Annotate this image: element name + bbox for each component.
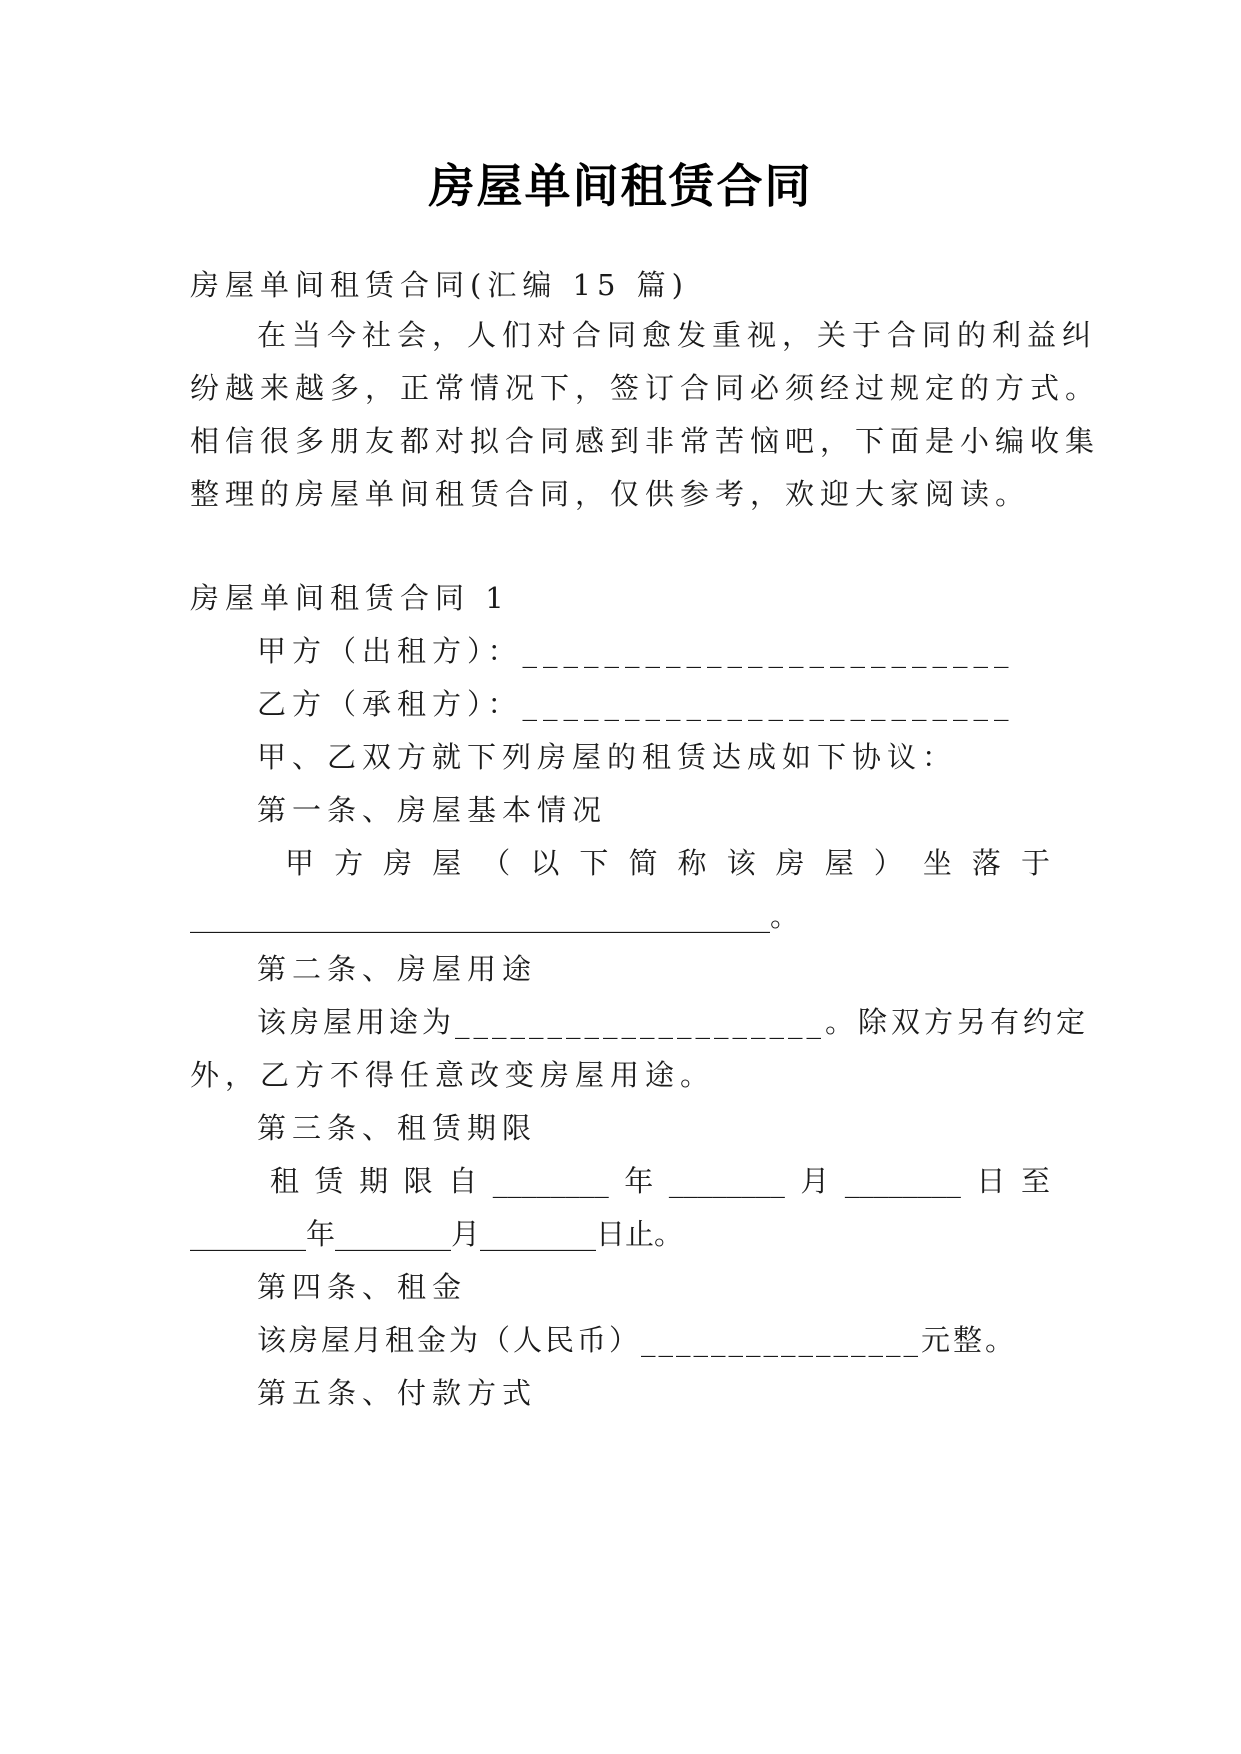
text-token: 月 — [800, 1164, 830, 1198]
article-1-blank: ________________________________________。 — [190, 899, 800, 933]
text-token: 自 — [448, 1164, 478, 1198]
text-token: ） — [873, 846, 903, 880]
intro-line: 相信很多朋友都对拟合同感到非常苦恼吧，下面是小编收集 — [190, 424, 1101, 458]
text-token: 年 — [624, 1164, 654, 1198]
text-token: 坐 — [922, 846, 952, 880]
article-2-text: 该房屋用途为____________________。除双方另有约定 — [257, 1005, 1090, 1039]
article-1-text — [285, 843, 1050, 883]
text-token: 房 — [383, 846, 413, 880]
text-token: 限 — [403, 1164, 433, 1198]
text-token: 下 — [579, 846, 609, 880]
article-4-title: 第四条、租金 — [257, 1270, 468, 1304]
article-3-text: ________年________月________日止。 — [190, 1217, 684, 1251]
text-token: 以 — [530, 846, 560, 880]
text-token: 称 — [677, 846, 707, 880]
text-token: ________ — [668, 1164, 785, 1198]
text-token: 屋 — [432, 846, 462, 880]
text-token: 方 — [334, 846, 364, 880]
text-token: ________ — [492, 1164, 609, 1198]
intro-line: 整理的房屋单间租赁合同，仅供参考，欢迎大家阅读。 — [190, 477, 1031, 511]
article-2-title: 第二条、房屋用途 — [257, 952, 538, 986]
intro-line: 纷越来越多，正常情况下，签订合同必须经过规定的方式。 — [190, 371, 1101, 405]
text-token: ________ — [844, 1164, 961, 1198]
party-a-line: 甲方（出租方）：________________________ — [257, 634, 1015, 668]
collection-subtitle: 房屋单间租赁合同(汇编 15 篇) — [190, 268, 689, 302]
text-token: 租 — [270, 1164, 300, 1198]
text-token: 赁 — [314, 1164, 344, 1198]
text-token: 该 — [726, 846, 756, 880]
text-token: （ — [481, 846, 511, 880]
text-token: 期 — [359, 1164, 389, 1198]
text-token: 于 — [1020, 846, 1050, 880]
text-token: 日 — [976, 1164, 1006, 1198]
article-2-text: 外，乙方不得任意改变房屋用途。 — [190, 1058, 716, 1092]
text-token: 落 — [971, 846, 1001, 880]
article-5-title: 第五条、付款方式 — [257, 1376, 538, 1410]
intro-line: 在当今社会，人们对合同愈发重视，关于合同的利益纠 — [257, 318, 1098, 352]
party-b-line: 乙方（承租方）：________________________ — [257, 687, 1015, 721]
agreement-statement: 甲、乙双方就下列房屋的租赁达成如下协议： — [257, 740, 958, 774]
article-1-title: 第一条、房屋基本情况 — [257, 793, 608, 827]
text-token: 至 — [1020, 1164, 1050, 1198]
text-token: 简 — [628, 846, 658, 880]
text-token: 屋 — [824, 846, 854, 880]
document-title: 房屋单间租赁合同 — [428, 159, 813, 213]
text-token: 甲 — [285, 846, 315, 880]
article-3-text — [270, 1161, 1050, 1201]
article-4-text: 该房屋月租金为（人民币）________________元整。 — [257, 1323, 1018, 1357]
article-3-title: 第三条、租赁期限 — [257, 1111, 538, 1145]
contract-heading: 房屋单间租赁合同 1 — [190, 581, 510, 615]
text-token: 房 — [775, 846, 805, 880]
